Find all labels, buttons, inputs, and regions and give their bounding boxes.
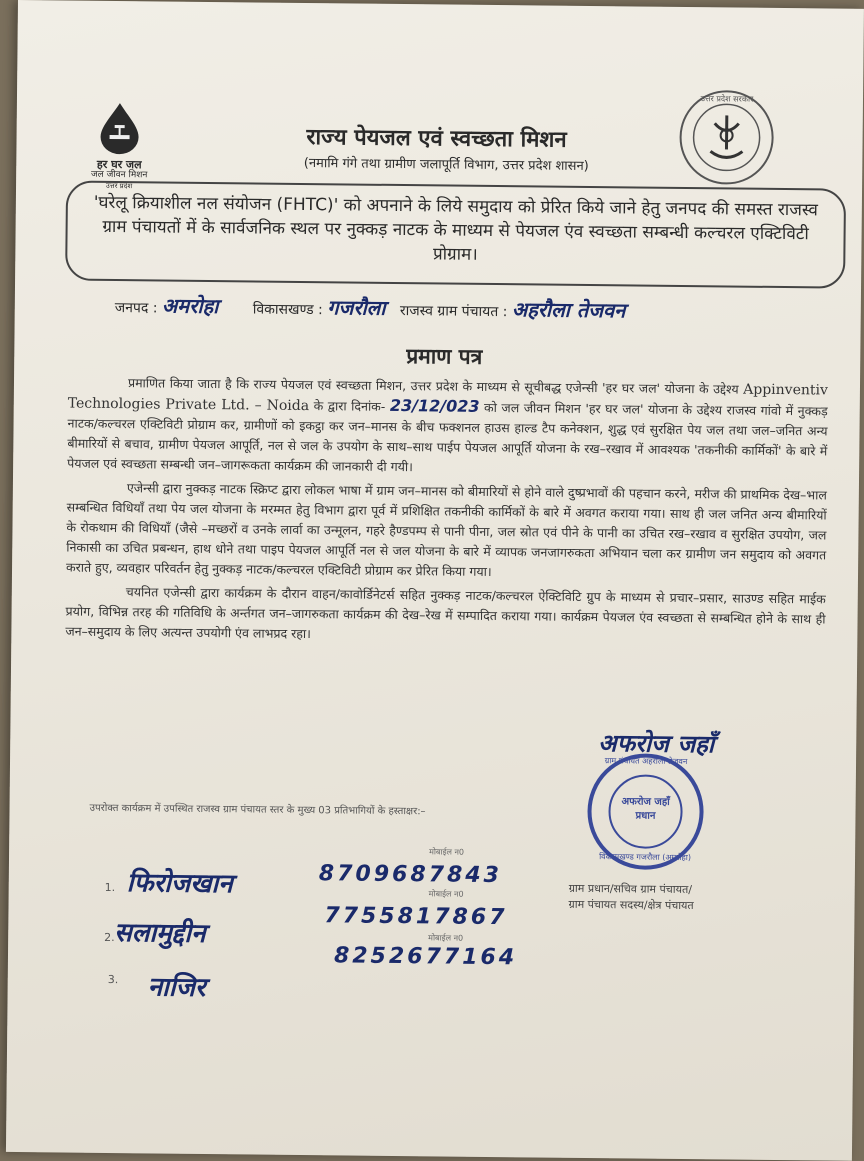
- mission-title: राज्य पेयजल एवं स्वच्छता मिशन: [306, 125, 567, 153]
- logo-left-title: हर घर जल: [96, 157, 142, 172]
- program-description-box: 'घरेलू क्रियाशील नल संयोजन (FHTC)' को अपनाने के लिये समुदाय को प्रेरित किये जाने हेतु जनपद की समस्त राजस्व ग्राम पंचायतों में के सार्वजनिक स्थल पर नुक्कड़ नाटक के माध्यम से पेयजल एंव स्वच्छता सम्बन्धी कल्चरल एक्टिविटी प्रोग्राम।: [65, 181, 846, 289]
- district-value: अमरोहा: [161, 293, 219, 319]
- participant-name: नाजिर: [147, 972, 206, 1004]
- role-line-1: ग्राम प्रधान/सचिव ग्राम पंचायत/: [568, 881, 693, 897]
- logo-left-sub: जल जीवन मिशन: [90, 169, 148, 181]
- program-date: 23/12/023: [389, 395, 480, 416]
- agency-name: Appinventiv Technologies Private Ltd. – Noida: [67, 381, 829, 415]
- paragraph-3: चयनित एजेन्सी द्वारा कार्यक्रम के दौरान वाहन/कावोर्डिनेटर्स सहित नुक्कड़ नाटक/कल्चरल ऐक्टिविटि ग्रुप के माध्यम से प्रचार–प्रसार, साउण्ड सहित माईक प्रयोग, विभिन्न तरह की गतिविधि के अर्न्तगत जन–जागरुकता कार्यक्रम की देख–रेख में सम्पादित कराया गया। कार्यक्रम पेयजल एंव स्वच्छता से सम्बन्धित होने के साथ ही जन–समुदाय के लिए अत्यन्त उपयोगी एंव लाभप्रद रहा।: [65, 584, 826, 642]
- seal-role: प्रधान: [635, 810, 656, 822]
- paragraph-2: एजेन्सी द्वारा नुक्कड़ नाटक स्क्रिप्ट द्वारा लोकल भाषा में ग्राम जन–मानस को बीमारियों से होने वाले दुष्प्रभावों की पहचान करने, मरीज की प्राथमिक देख–भाल सम्बन्धित विधियाँ तथा पेय जल योजना के मरम्मत हेतु विभाग द्वारा पूर्व में प्रशिक्षित तकनीकी कार्मिकों के बारे में अवगत कराया गया। साथ ही जल जनित अन्य बीमारियों के रोकथाम की विधियाँ (जैसे –मच्छरों व उनके लार्वा का उन्मूलन, गहरे हैण्डपम्प से पानी पीना, जल स्रोत एवं पीने के पानी का उचित रख–रखाव व सुरक्षित उपयोग, जल निकासी का उचित प्रबन्धन, हाथ धोने तथा पाइप पेयजल आपूर्ति नल से जल योजना के बारे में व्यापक जनजागरुकता अभियान चला कर ग्रामीण जन समुदाय को अवगत कराते हुए, व्यवहार परिवर्तन हेतु नुक्कड़ नाटक/कल्चरल एक्टिविटी प्रोग्राम कर प्रेरित किया गया।: [65, 480, 827, 579]
- p1-rest: को जल जीवन मिशन 'हर घर जल' योजना के उद्देश्य राजस्व गांवो में नुक्कड़ नाटक/कल्चरल एक्टिविटी प्रोग्राम कर, ग्रामीणों को इकट्ठा कर जन–मानस के बीच फक्शनल हाउस हाल्ड टैप कनेक्शन, शुद्ध एवं सुरक्षित पेय जल तथा जल–जनित अन्य बीमारियों से बचाव, ग्रामीण पेयजल आपूर्ति, नल से जल के उपयोग के साथ–साथ पाईप पेयजल आपूर्ति योजना के रख–रखाव में आवश्यक 'तकनीकी कार्मिकों' के बारे में पेयजल एवं स्वच्छता सम्बन्धी जन–जागरूकता कार्यक्रम की जानकारी दी गयी।: [67, 399, 828, 475]
- village-value: अहरौला तेजवन: [511, 297, 626, 323]
- village-label: राजस्व ग्राम पंचायत :: [399, 303, 508, 321]
- emblem-text: उत्तर प्रदेश सरकार: [700, 94, 754, 104]
- participant-number: 3.: [107, 972, 119, 987]
- certificate-title: प्रमाण पत्र: [406, 344, 483, 369]
- participant-number: 2.: [104, 930, 115, 945]
- certificate-body: [65, 373, 828, 654]
- document-page: [6, 0, 864, 1161]
- mobile-label: मोबाईल न0: [428, 889, 464, 899]
- participant-name: सलामुद्दीन: [114, 918, 206, 950]
- block-label: विकासखण्ड :: [252, 301, 323, 319]
- pradhan-signature: अफरोज जहाँ: [598, 729, 715, 759]
- mobile-label: मोबाईल न0: [429, 847, 465, 857]
- block-value: गजरौला: [327, 295, 386, 320]
- water-drop-icon: [96, 101, 143, 155]
- mission-subtitle: (नमामि गंगे तथा ग्रामीण जलापूर्ति विभाग, उत्तर प्रदेश शासन): [303, 156, 589, 174]
- panchayat-seal: [585, 751, 706, 872]
- logo-left-sub2: उत्तर प्रदेश: [105, 181, 133, 191]
- mobile-label: मोबाईल न0: [428, 933, 464, 943]
- participant-name: फिरोजखान: [126, 868, 233, 900]
- participant-number: 1.: [104, 880, 116, 895]
- seal-bottom-text: विकासखण्ड गजरौला (अमरोहा): [599, 852, 692, 863]
- seal-top-text: ग्राम पंचायत अहरौला तेजवन: [604, 756, 688, 767]
- seal-name: अफरोज जहाँ: [621, 796, 670, 808]
- participant-phone: 8252677164: [333, 943, 518, 971]
- district-label: जनपद :: [114, 300, 158, 317]
- location-line: [115, 291, 855, 326]
- participant-phone: 7755817867: [324, 903, 508, 931]
- paragraph-1: [67, 373, 828, 482]
- role-line-2: ग्राम पंचायत सदस्य/क्षेत्र पंचायत: [568, 897, 694, 913]
- participant-phone: 8709687843: [318, 861, 503, 889]
- participants-note: उपरोक्त कार्यक्रम में उपस्थित राजस्व ग्राम पंचायत स्तर के मुख्य 03 प्रतिभागियों के हस्ताक्षर:–: [89, 802, 426, 818]
- signatory-role: [568, 881, 768, 915]
- up-government-emblem: [676, 87, 777, 188]
- p1-date-label: के द्वारा दिनांक-: [313, 398, 386, 414]
- p1-intro: प्रमाणित किया जाता है कि राज्य पेयजल एवं स्वच्छता मिशन, उत्तर प्रदेश के माध्यम से सूचीबद्ध एजेन्सी 'हर घर जल' योजना के उद्देश्य: [127, 375, 739, 397]
